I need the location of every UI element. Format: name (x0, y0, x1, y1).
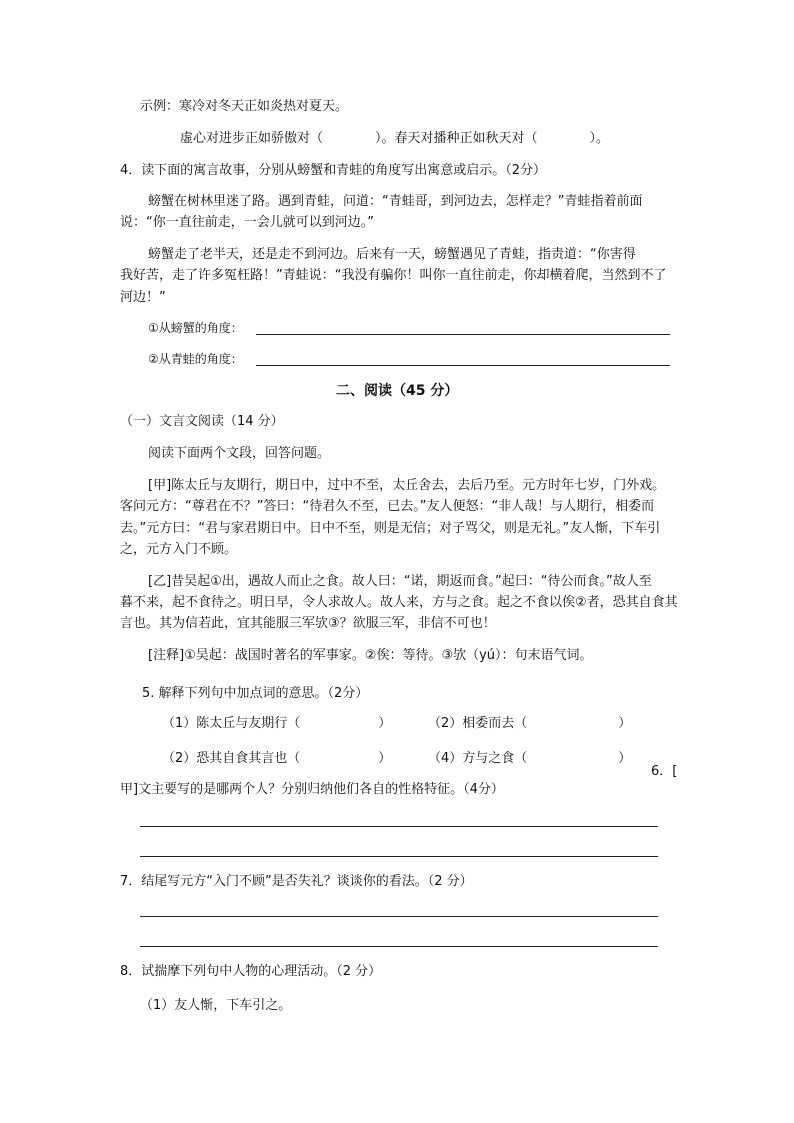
passage-jia-line4: 之，元方入门不顾。 (120, 542, 238, 557)
frog-answer-line[interactable] (256, 365, 670, 366)
passage-jia-line1: [甲]陈太丘与友期行，期日中，过中不至，太丘舍去，去后乃至。元方时年七岁，门外戏。 (148, 478, 666, 493)
passage-jia-line3: 去。”元方曰：“君与家君期日中。日中不至，则是无信；对子骂父，则是无礼。”友人惭，下车引 (120, 521, 661, 536)
fable-p1-line2: 说：“你一直往前走，一会儿就可以到河边。” (120, 215, 374, 230)
q6-answer-line-1[interactable] (140, 826, 658, 827)
passage-jia-line2: 客问元方：“尊君在不？”答曰：“待君久不至，已去。”友人便怒：“非人哉！与人期行，相委而 (120, 499, 655, 514)
passage-yi-line2: 暮不来，起不食待之。明日早，令人求故人。故人来，方与之食。起之不食以俟②者，恐其自食其 (120, 595, 678, 610)
fable-p2-line3: 河边！” (120, 290, 166, 305)
question-7-title: 7．结尾写元方“入门不顾”是否失礼？谈谈你的看法。（2 分） (120, 874, 473, 889)
passage-notes: [注释]①吴起：战国时著名的军事家。②俟：等待。③欤（yú）：句末语气词。 (148, 648, 593, 663)
classical-reading-heading: （一）文言文阅读（14 分） (120, 414, 284, 429)
q7-answer-line-2[interactable] (140, 946, 658, 947)
q5-item-4: （4）方与之食（ ） (428, 751, 632, 766)
question-6-prefix: 6．[ (651, 764, 678, 779)
q5-item-3: （2）恐其自食其言也（ ） (162, 751, 392, 766)
question-5-title: 5. 解释下列句中加点词的意思。（2分） (142, 686, 369, 701)
crab-perspective-label: ①从螃蟹的角度： (148, 321, 243, 335)
passage-yi-line3: 言也。其为信若此，宜其能服三军欤③？欲服三军，非信不可也！ (120, 616, 496, 631)
question-6-text: 甲]文主要写的是哪两个人？分别归纳他们各自的性格特征。（4分） (120, 782, 504, 797)
fable-p2-line1: 螃蟹走了老半天，还是走不到河边。后来有一天，螃蟹遇见了青蛙，指责道：“你害得 (148, 247, 636, 262)
passage-yi-line1: [乙]昔吴起①出，遇故人而止之食。故人曰：“诺，期返而食。”起曰：“待公而食。”故人至 (148, 574, 652, 589)
section-2-title: 二、阅读（45 分） (336, 383, 459, 399)
crab-answer-line[interactable] (256, 334, 670, 335)
question-8-title: 8．试揣摩下列句中人物的心理活动。（2 分） (120, 964, 382, 979)
q8-item-1: （1）友人惭，下车引之。 (140, 998, 292, 1013)
frog-perspective-label: ②从青蛙的角度： (148, 352, 243, 366)
fable-p1-line1: 螃蟹在树林里迷了路。遇到青蛙，问道：“青蛙哥，到河边去，怎样走？”青蛙指着前面 (148, 194, 643, 209)
reading-instruction: 阅读下面两个文段，回答问题。 (148, 446, 331, 461)
example-line: 示例：寒冷对冬天正如炎热对夏天。 (140, 99, 349, 114)
q6-answer-line-2[interactable] (140, 856, 658, 857)
fable-p2-line2: 我好苦，走了许多冤枉路！”青蛙说：“我没有骗你！叫你一直往前走，你却横着爬，当然到不了 (120, 268, 667, 283)
q5-item-1: （1）陈太丘与友期行（ ） (162, 716, 392, 731)
question-4-title: 4．读下面的寓言故事，分别从螃蟹和青蛙的角度写出寓意或启示。（2分） (120, 163, 547, 178)
q5-item-2: （2）相委而去（ ） (428, 716, 632, 731)
q7-answer-line-1[interactable] (140, 916, 658, 917)
analogy-line: 虚心对进步正如骄傲对（ ）。春天对播种正如秋天对（ ）。 (180, 131, 610, 146)
